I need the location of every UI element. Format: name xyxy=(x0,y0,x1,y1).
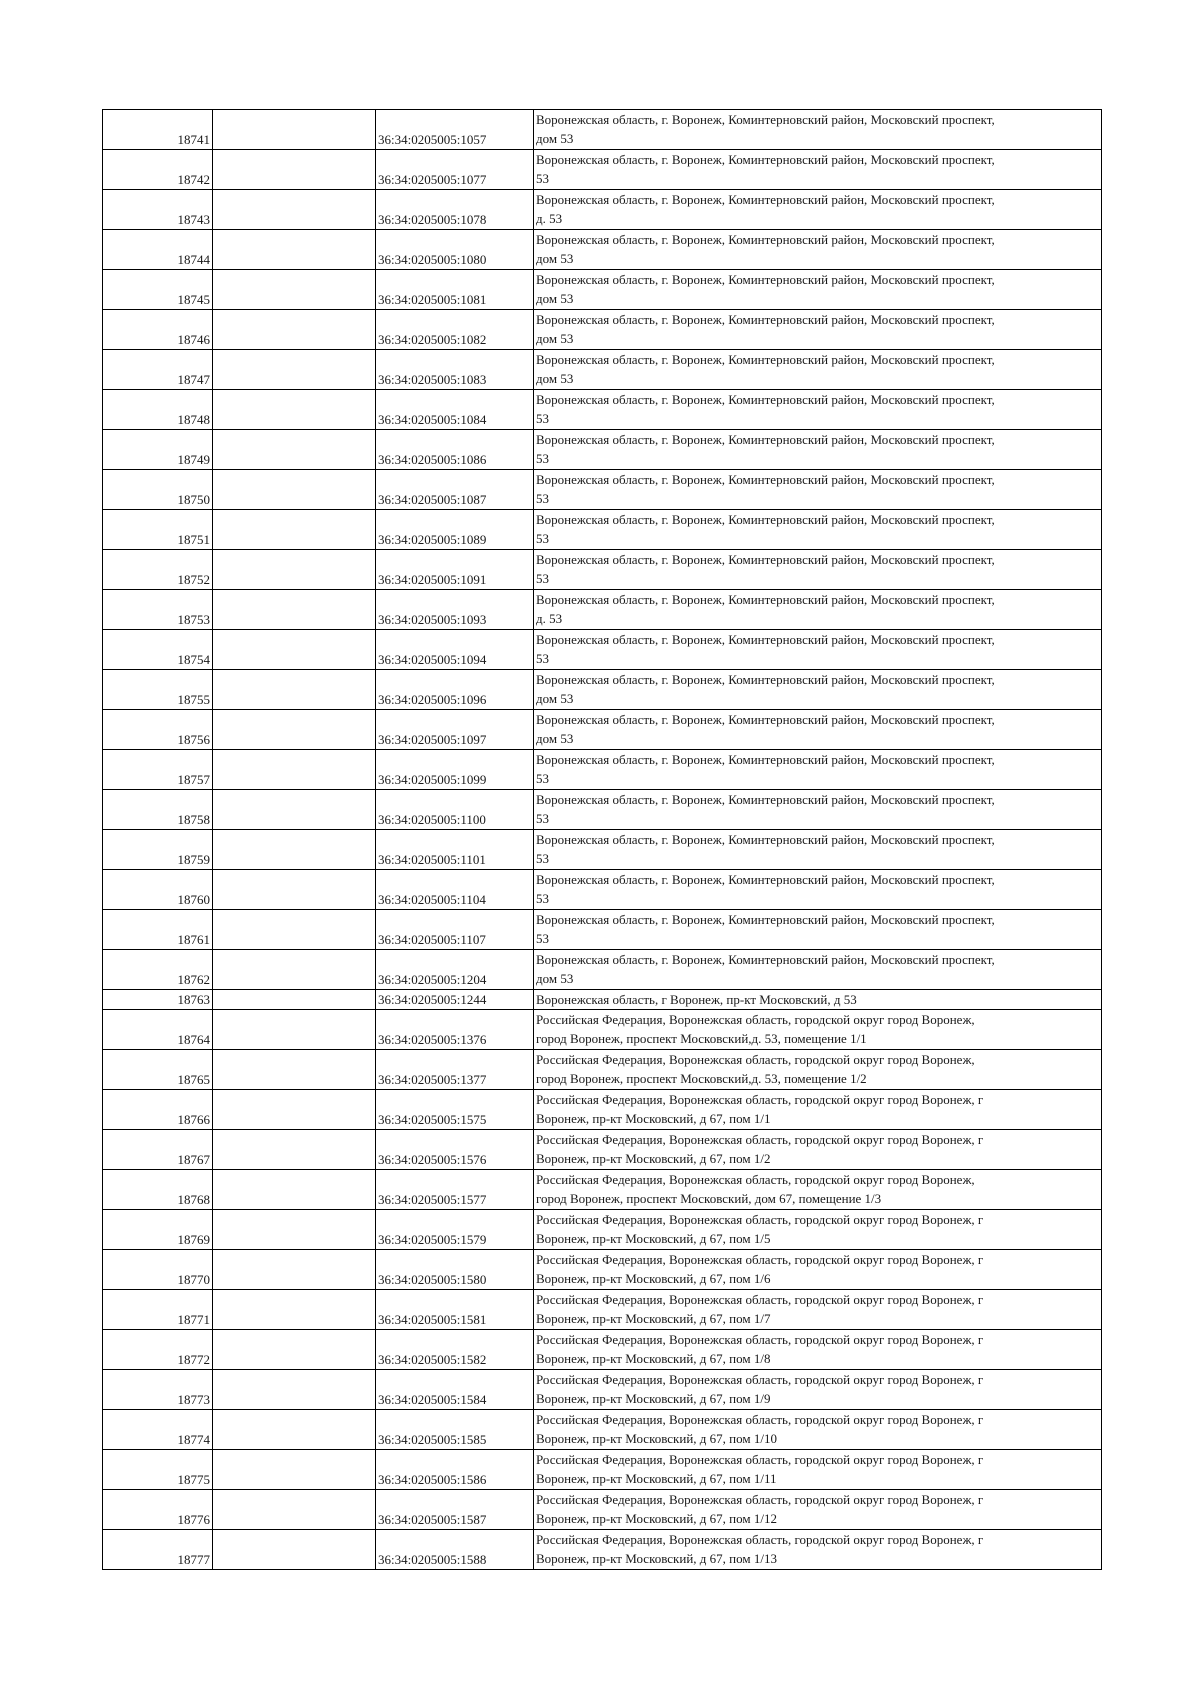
row-number-cell: 18754 xyxy=(103,630,213,670)
address-cell xyxy=(534,910,1102,950)
empty-cell xyxy=(213,1330,376,1370)
address-cell xyxy=(534,230,1102,270)
table-row xyxy=(103,270,1102,310)
address-line-2: Воронеж, пр-кт Московский, д 67, пом 1/11 xyxy=(536,1471,777,1486)
row-number-cell: 18769 xyxy=(103,1210,213,1250)
address-cell xyxy=(534,1010,1102,1050)
address-line-1: Воронежская область, г. Воронеж, Коминтерновский район, Московский проспект, xyxy=(536,392,995,407)
row-number-cell: 18755 xyxy=(103,670,213,710)
cadastral-number-cell: 36:34:0205005:1057 xyxy=(376,110,534,150)
address-line-2: 53 xyxy=(536,571,549,586)
table-row xyxy=(103,390,1102,430)
address-line-1: Воронежская область, г. Воронеж, Коминтерновский район, Московский проспект, xyxy=(536,712,995,727)
table-row xyxy=(103,150,1102,190)
row-number-cell: 18766 xyxy=(103,1090,213,1130)
row-number-cell: 18748 xyxy=(103,390,213,430)
table-row xyxy=(103,1010,1102,1050)
address-line-2: дом 53 xyxy=(536,131,574,146)
address-cell xyxy=(534,830,1102,870)
row-number-cell: 18768 xyxy=(103,1170,213,1210)
empty-cell xyxy=(213,110,376,150)
address-cell xyxy=(534,1130,1102,1170)
table-row xyxy=(103,350,1102,390)
empty-cell xyxy=(213,390,376,430)
table-row xyxy=(103,750,1102,790)
cadastral-number-cell: 36:34:0205005:1101 xyxy=(376,830,534,870)
cadastral-number-cell: 36:34:0205005:1588 xyxy=(376,1530,534,1570)
empty-cell xyxy=(213,790,376,830)
cadastral-number-cell: 36:34:0205005:1097 xyxy=(376,710,534,750)
address-line-2: Воронеж, пр-кт Московский, д 67, пом 1/13 xyxy=(536,1551,777,1566)
empty-cell xyxy=(213,990,376,1010)
table-row xyxy=(103,310,1102,350)
address-cell xyxy=(534,1090,1102,1130)
table-row xyxy=(103,1090,1102,1130)
table-row xyxy=(103,1410,1102,1450)
address-cell xyxy=(534,750,1102,790)
address-line-1: Воронежская область, г. Воронеж, Коминтерновский район, Московский проспект, xyxy=(536,472,995,487)
address-cell xyxy=(534,1370,1102,1410)
address-cell xyxy=(534,510,1102,550)
row-number-cell: 18760 xyxy=(103,870,213,910)
address-line-2: дом 53 xyxy=(536,971,574,986)
cadastral-number-cell: 36:34:0205005:1081 xyxy=(376,270,534,310)
address-line-2: Воронеж, пр-кт Московский, д 67, пом 1/7 xyxy=(536,1311,771,1326)
empty-cell xyxy=(213,1290,376,1330)
address-cell xyxy=(534,990,1102,1010)
address-cell xyxy=(534,110,1102,150)
address-cell xyxy=(534,1410,1102,1450)
empty-cell xyxy=(213,510,376,550)
cadastral-number-cell: 36:34:0205005:1089 xyxy=(376,510,534,550)
row-number-cell: 18772 xyxy=(103,1330,213,1370)
empty-cell xyxy=(213,150,376,190)
address-line-2: дом 53 xyxy=(536,371,574,386)
empty-cell xyxy=(213,230,376,270)
address-cell xyxy=(534,790,1102,830)
address-line-2: Воронеж, пр-кт Московский, д 67, пом 1/9 xyxy=(536,1391,771,1406)
cadastral-number-cell: 36:34:0205005:1581 xyxy=(376,1290,534,1330)
row-number-cell: 18764 xyxy=(103,1010,213,1050)
row-number-cell: 18776 xyxy=(103,1490,213,1530)
cadastral-number-cell: 36:34:0205005:1582 xyxy=(376,1330,534,1370)
cadastral-number-cell: 36:34:0205005:1579 xyxy=(376,1210,534,1250)
address-cell xyxy=(534,950,1102,990)
address-line-2: дом 53 xyxy=(536,691,574,706)
address-line-2: д. 53 xyxy=(536,211,563,226)
cadastral-number-cell: 36:34:0205005:1083 xyxy=(376,350,534,390)
row-number-cell: 18741 xyxy=(103,110,213,150)
table-row xyxy=(103,1130,1102,1170)
address-line-1: Воронежская область, г. Воронеж, Коминтерновский район, Московский проспект, xyxy=(536,952,995,967)
address-line-1: Воронежская область, г. Воронеж, Коминтерновский район, Московский проспект, xyxy=(536,832,995,847)
cadastral-number-cell: 36:34:0205005:1586 xyxy=(376,1450,534,1490)
address-line-2: Воронеж, пр-кт Московский, д 67, пом 1/10 xyxy=(536,1431,777,1446)
table-row xyxy=(103,1370,1102,1410)
row-number-cell: 18761 xyxy=(103,910,213,950)
table-row xyxy=(103,1210,1102,1250)
table-row xyxy=(103,1450,1102,1490)
row-number-cell: 18765 xyxy=(103,1050,213,1090)
address-cell xyxy=(534,1490,1102,1530)
address-line-2: город Воронеж, проспект Московский,д. 53, помещение 1/1 xyxy=(536,1031,867,1046)
cadastral-number-cell: 36:34:0205005:1376 xyxy=(376,1010,534,1050)
table-row xyxy=(103,110,1102,150)
row-number-cell: 18771 xyxy=(103,1290,213,1330)
address-line-1: Воронежская область, г. Воронеж, Коминтерновский район, Московский проспект, xyxy=(536,672,995,687)
empty-cell xyxy=(213,270,376,310)
address-line-1: Воронежская область, г. Воронеж, Коминтерновский район, Московский проспект, xyxy=(536,152,995,167)
table-row xyxy=(103,790,1102,830)
address-cell xyxy=(534,350,1102,390)
table-row xyxy=(103,230,1102,270)
table-row xyxy=(103,510,1102,550)
address-line-2: 53 xyxy=(536,171,549,186)
address-line-2: д. 53 xyxy=(536,611,563,626)
empty-cell xyxy=(213,710,376,750)
table-row xyxy=(103,1490,1102,1530)
address-cell xyxy=(534,1050,1102,1090)
address-line-1: Воронежская область, г. Воронеж, Коминтерновский район, Московский проспект, xyxy=(536,192,995,207)
empty-cell xyxy=(213,350,376,390)
table-row xyxy=(103,1530,1102,1570)
address-line-1: Российская Федерация, Воронежская область, городской округ город Воронеж, г xyxy=(536,1492,984,1507)
address-cell xyxy=(534,190,1102,230)
address-cell xyxy=(534,430,1102,470)
row-number-cell: 18762 xyxy=(103,950,213,990)
address-cell xyxy=(534,670,1102,710)
address-cell xyxy=(534,1250,1102,1290)
row-number-cell: 18753 xyxy=(103,590,213,630)
registry-table-body xyxy=(103,110,1102,1570)
cadastral-number-cell: 36:34:0205005:1104 xyxy=(376,870,534,910)
cadastral-number-cell: 36:34:0205005:1082 xyxy=(376,310,534,350)
table-row xyxy=(103,710,1102,750)
table-row xyxy=(103,670,1102,710)
address-line-1: Воронежская область, г. Воронеж, Коминтерновский район, Московский проспект, xyxy=(536,592,995,607)
address-line-2: Воронеж, пр-кт Московский, д 67, пом 1/12 xyxy=(536,1511,777,1526)
address-cell xyxy=(534,150,1102,190)
table-row xyxy=(103,1170,1102,1210)
row-number-cell: 18757 xyxy=(103,750,213,790)
row-number-cell: 18749 xyxy=(103,430,213,470)
address-line-2: 53 xyxy=(536,931,549,946)
address-line-2: дом 53 xyxy=(536,331,574,346)
address-line-1: Воронежская область, г. Воронеж, Коминтерновский район, Московский проспект, xyxy=(536,512,995,527)
empty-cell xyxy=(213,1050,376,1090)
address-line-2: 53 xyxy=(536,531,549,546)
address-line-1: Воронежская область, г. Воронеж, Коминтерновский район, Московский проспект, xyxy=(536,632,995,647)
address-line-1: Российская Федерация, Воронежская область, городской округ город Воронеж, xyxy=(536,1012,975,1027)
cadastral-number-cell: 36:34:0205005:1204 xyxy=(376,950,534,990)
cadastral-number-cell: 36:34:0205005:1577 xyxy=(376,1170,534,1210)
empty-cell xyxy=(213,1130,376,1170)
address-cell xyxy=(534,1210,1102,1250)
address-cell xyxy=(534,1450,1102,1490)
empty-cell xyxy=(213,190,376,230)
cadastral-number-cell: 36:34:0205005:1107 xyxy=(376,910,534,950)
empty-cell xyxy=(213,310,376,350)
row-number-cell: 18767 xyxy=(103,1130,213,1170)
cadastral-number-cell: 36:34:0205005:1091 xyxy=(376,550,534,590)
table-row xyxy=(103,990,1102,1010)
address-line-2: 53 xyxy=(536,411,549,426)
empty-cell xyxy=(213,750,376,790)
registry-table xyxy=(102,109,1102,1570)
table-row xyxy=(103,1250,1102,1290)
empty-cell xyxy=(213,1410,376,1450)
cadastral-number-cell: 36:34:0205005:1244 xyxy=(376,990,534,1010)
row-number-cell: 18752 xyxy=(103,550,213,590)
address-line-1: Российская Федерация, Воронежская область, городской округ город Воронеж, г xyxy=(536,1532,984,1547)
table-row xyxy=(103,830,1102,870)
table-row xyxy=(103,470,1102,510)
empty-cell xyxy=(213,1090,376,1130)
cadastral-number-cell: 36:34:0205005:1575 xyxy=(376,1090,534,1130)
address-cell xyxy=(534,870,1102,910)
empty-cell xyxy=(213,550,376,590)
table-row xyxy=(103,1050,1102,1090)
address-line-1: Воронежская область, г. Воронеж, Коминтерновский район, Московский проспект, xyxy=(536,352,995,367)
table-row xyxy=(103,1290,1102,1330)
table-row xyxy=(103,1330,1102,1370)
address-cell xyxy=(534,1170,1102,1210)
address-line-2: Воронеж, пр-кт Московский, д 67, пом 1/5 xyxy=(536,1231,771,1246)
empty-cell xyxy=(213,670,376,710)
address-line-2: 53 xyxy=(536,891,549,906)
address-cell xyxy=(534,470,1102,510)
table-row xyxy=(103,870,1102,910)
empty-cell xyxy=(213,1450,376,1490)
cadastral-number-cell: 36:34:0205005:1077 xyxy=(376,150,534,190)
address-cell xyxy=(534,310,1102,350)
cadastral-number-cell: 36:34:0205005:1576 xyxy=(376,1130,534,1170)
address-line-1: Воронежская область, г Воронеж, пр-кт Московский, д 53 xyxy=(536,992,857,1007)
address-line-1: Российская Федерация, Воронежская область, городской округ город Воронеж, г xyxy=(536,1132,984,1147)
row-number-cell: 18745 xyxy=(103,270,213,310)
cadastral-number-cell: 36:34:0205005:1580 xyxy=(376,1250,534,1290)
address-cell xyxy=(534,630,1102,670)
empty-cell xyxy=(213,1170,376,1210)
address-cell xyxy=(534,590,1102,630)
address-line-2: дом 53 xyxy=(536,291,574,306)
empty-cell xyxy=(213,590,376,630)
cadastral-number-cell: 36:34:0205005:1080 xyxy=(376,230,534,270)
row-number-cell: 18763 xyxy=(103,990,213,1010)
address-line-2: город Воронеж, проспект Московский,д. 53, помещение 1/2 xyxy=(536,1071,867,1086)
address-line-1: Воронежская область, г. Воронеж, Коминтерновский район, Московский проспект, xyxy=(536,552,995,567)
address-line-1: Российская Федерация, Воронежская область, городской округ город Воронеж, xyxy=(536,1172,975,1187)
table-row xyxy=(103,950,1102,990)
row-number-cell: 18751 xyxy=(103,510,213,550)
address-cell xyxy=(534,1330,1102,1370)
document-page xyxy=(102,109,1101,1570)
address-line-1: Российская Федерация, Воронежская область, городской округ город Воронеж, г xyxy=(536,1292,984,1307)
empty-cell xyxy=(213,630,376,670)
empty-cell xyxy=(213,1370,376,1410)
address-line-1: Российская Федерация, Воронежская область, городской округ город Воронеж, г xyxy=(536,1092,984,1107)
row-number-cell: 18774 xyxy=(103,1410,213,1450)
address-line-1: Российская Федерация, Воронежская область, городской округ город Воронеж, г xyxy=(536,1412,984,1427)
row-number-cell: 18742 xyxy=(103,150,213,190)
cadastral-number-cell: 36:34:0205005:1087 xyxy=(376,470,534,510)
address-cell xyxy=(534,270,1102,310)
address-cell xyxy=(534,550,1102,590)
address-line-1: Российская Федерация, Воронежская область, городской округ город Воронеж, г xyxy=(536,1332,984,1347)
cadastral-number-cell: 36:34:0205005:1377 xyxy=(376,1050,534,1090)
table-row xyxy=(103,910,1102,950)
address-line-2: 53 xyxy=(536,851,549,866)
address-line-1: Российская Федерация, Воронежская область, городской округ город Воронеж, г xyxy=(536,1452,984,1467)
empty-cell xyxy=(213,1250,376,1290)
address-line-2: 53 xyxy=(536,771,549,786)
table-row xyxy=(103,190,1102,230)
address-line-1: Воронежская область, г. Воронеж, Коминтерновский район, Московский проспект, xyxy=(536,872,995,887)
empty-cell xyxy=(213,870,376,910)
row-number-cell: 18743 xyxy=(103,190,213,230)
empty-cell xyxy=(213,830,376,870)
address-line-2: Воронеж, пр-кт Московский, д 67, пом 1/2 xyxy=(536,1151,771,1166)
address-line-2: 53 xyxy=(536,491,549,506)
cadastral-number-cell: 36:34:0205005:1096 xyxy=(376,670,534,710)
cadastral-number-cell: 36:34:0205005:1099 xyxy=(376,750,534,790)
empty-cell xyxy=(213,1010,376,1050)
address-line-1: Воронежская область, г. Воронеж, Коминтерновский район, Московский проспект, xyxy=(536,232,995,247)
cadastral-number-cell: 36:34:0205005:1084 xyxy=(376,390,534,430)
address-line-1: Воронежская область, г. Воронеж, Коминтерновский район, Московский проспект, xyxy=(536,112,995,127)
address-line-1: Российская Федерация, Воронежская область, городской округ город Воронеж, г xyxy=(536,1372,984,1387)
row-number-cell: 18758 xyxy=(103,790,213,830)
empty-cell xyxy=(213,910,376,950)
row-number-cell: 18759 xyxy=(103,830,213,870)
row-number-cell: 18775 xyxy=(103,1450,213,1490)
cadastral-number-cell: 36:34:0205005:1093 xyxy=(376,590,534,630)
cadastral-number-cell: 36:34:0205005:1585 xyxy=(376,1410,534,1450)
row-number-cell: 18744 xyxy=(103,230,213,270)
empty-cell xyxy=(213,470,376,510)
address-line-2: дом 53 xyxy=(536,251,574,266)
address-cell xyxy=(534,390,1102,430)
address-line-1: Российская Федерация, Воронежская область, городской округ город Воронеж, г xyxy=(536,1212,984,1227)
cadastral-number-cell: 36:34:0205005:1100 xyxy=(376,790,534,830)
row-number-cell: 18750 xyxy=(103,470,213,510)
address-line-2: Воронеж, пр-кт Московский, д 67, пом 1/1 xyxy=(536,1111,771,1126)
row-number-cell: 18777 xyxy=(103,1530,213,1570)
empty-cell xyxy=(213,1530,376,1570)
address-line-2: 53 xyxy=(536,451,549,466)
address-line-2: Воронеж, пр-кт Московский, д 67, пом 1/6 xyxy=(536,1271,771,1286)
address-line-1: Воронежская область, г. Воронеж, Коминтерновский район, Московский проспект, xyxy=(536,792,995,807)
address-line-1: Воронежская область, г. Воронеж, Коминтерновский район, Московский проспект, xyxy=(536,272,995,287)
cadastral-number-cell: 36:34:0205005:1078 xyxy=(376,190,534,230)
row-number-cell: 18770 xyxy=(103,1250,213,1290)
table-row xyxy=(103,430,1102,470)
table-row xyxy=(103,550,1102,590)
address-cell xyxy=(534,1530,1102,1570)
row-number-cell: 18756 xyxy=(103,710,213,750)
empty-cell xyxy=(213,1490,376,1530)
row-number-cell: 18747 xyxy=(103,350,213,390)
address-line-1: Воронежская область, г. Воронеж, Коминтерновский район, Московский проспект, xyxy=(536,752,995,767)
address-cell xyxy=(534,710,1102,750)
address-line-1: Российская Федерация, Воронежская область, городской округ город Воронеж, xyxy=(536,1052,975,1067)
address-cell xyxy=(534,1290,1102,1330)
address-line-2: дом 53 xyxy=(536,731,574,746)
cadastral-number-cell: 36:34:0205005:1094 xyxy=(376,630,534,670)
address-line-2: 53 xyxy=(536,651,549,666)
row-number-cell: 18746 xyxy=(103,310,213,350)
row-number-cell: 18773 xyxy=(103,1370,213,1410)
table-row xyxy=(103,630,1102,670)
cadastral-number-cell: 36:34:0205005:1086 xyxy=(376,430,534,470)
cadastral-number-cell: 36:34:0205005:1584 xyxy=(376,1370,534,1410)
address-line-2: город Воронеж, проспект Московский, дом 67, помещение 1/3 xyxy=(536,1191,882,1206)
address-line-2: Воронеж, пр-кт Московский, д 67, пом 1/8 xyxy=(536,1351,771,1366)
address-line-1: Российская Федерация, Воронежская область, городской округ город Воронеж, г xyxy=(536,1252,984,1267)
cadastral-number-cell: 36:34:0205005:1587 xyxy=(376,1490,534,1530)
empty-cell xyxy=(213,950,376,990)
table-row xyxy=(103,590,1102,630)
address-line-1: Воронежская область, г. Воронеж, Коминтерновский район, Московский проспект, xyxy=(536,912,995,927)
address-line-1: Воронежская область, г. Воронеж, Коминтерновский район, Московский проспект, xyxy=(536,312,995,327)
address-line-1: Воронежская область, г. Воронеж, Коминтерновский район, Московский проспект, xyxy=(536,432,995,447)
empty-cell xyxy=(213,430,376,470)
empty-cell xyxy=(213,1210,376,1250)
address-line-2: 53 xyxy=(536,811,549,826)
